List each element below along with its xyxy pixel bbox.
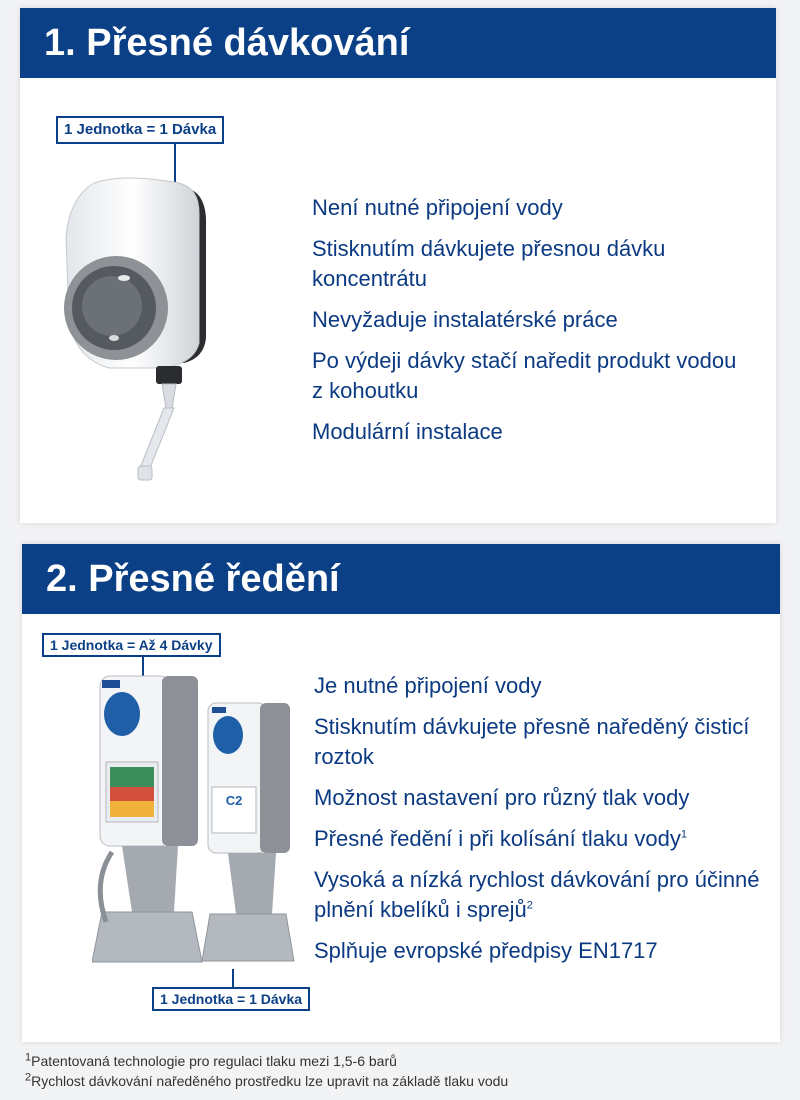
feature-item: Stisknutím dávkujete přesnou dávku koncentrátu bbox=[312, 236, 666, 291]
feature-item: Stisknutím dávkujete přesně naředěný čisticí roztok bbox=[314, 714, 750, 769]
dilution-unit-large bbox=[92, 672, 212, 972]
section-title: 1. Přesné dávkování bbox=[20, 8, 776, 78]
feature-list bbox=[314, 671, 764, 977]
dilution-unit-small bbox=[202, 699, 302, 969]
feature-item: Přesné ředění i při kolísání tlaku vody$^1$ bbox=[314, 826, 687, 851]
section-title: 2. Přesné ředění bbox=[22, 544, 780, 614]
feature-item: Možnost nastavení pro různý tlak vody bbox=[314, 785, 690, 810]
unit-label-bottom: 1 Jednotka = 1 Dávka bbox=[152, 987, 310, 1011]
footnote-2: $^2$Rychlost dávkování naředěného prostředku lze upravit na základě tlaku vodu bbox=[25, 1071, 509, 1089]
section-card-precise-dosing bbox=[20, 8, 776, 523]
footnote-mark: 1 bbox=[680, 828, 687, 841]
product-code-label: C2 bbox=[225, 793, 243, 808]
feature-list bbox=[312, 193, 752, 458]
footnote-mark: 2 bbox=[526, 899, 533, 912]
feature-item: Modulární instalace bbox=[312, 419, 503, 444]
section-card-precise-dilution bbox=[22, 544, 780, 1042]
feature-item: Splňuje evropské předpisy EN1717 bbox=[314, 938, 658, 963]
label-connector-line bbox=[230, 969, 236, 989]
unit-label-top: 1 Jednotka = Až 4 Dávky bbox=[42, 633, 221, 657]
feature-item: Nevyžaduje instalatérské práce bbox=[312, 307, 618, 332]
feature-item: Vysoká a nízká rychlost dávkování pro účinné plnění kbelíků i sprejů$^2$ bbox=[314, 867, 760, 922]
feature-item: Není nutné připojení vody bbox=[312, 195, 563, 220]
dispenser-illustration bbox=[54, 168, 224, 488]
footnote-1: $^1$Patentovaná technologie pro regulaci tlaku mezi 1,5-6 barů bbox=[25, 1051, 397, 1069]
unit-label: 1 Jednotka = 1 Dávka bbox=[56, 116, 224, 144]
feature-item: Po výdeji dávky stačí naředit produkt vodou z kohoutku bbox=[312, 348, 737, 403]
feature-item: Je nutné připojení vody bbox=[314, 673, 542, 698]
